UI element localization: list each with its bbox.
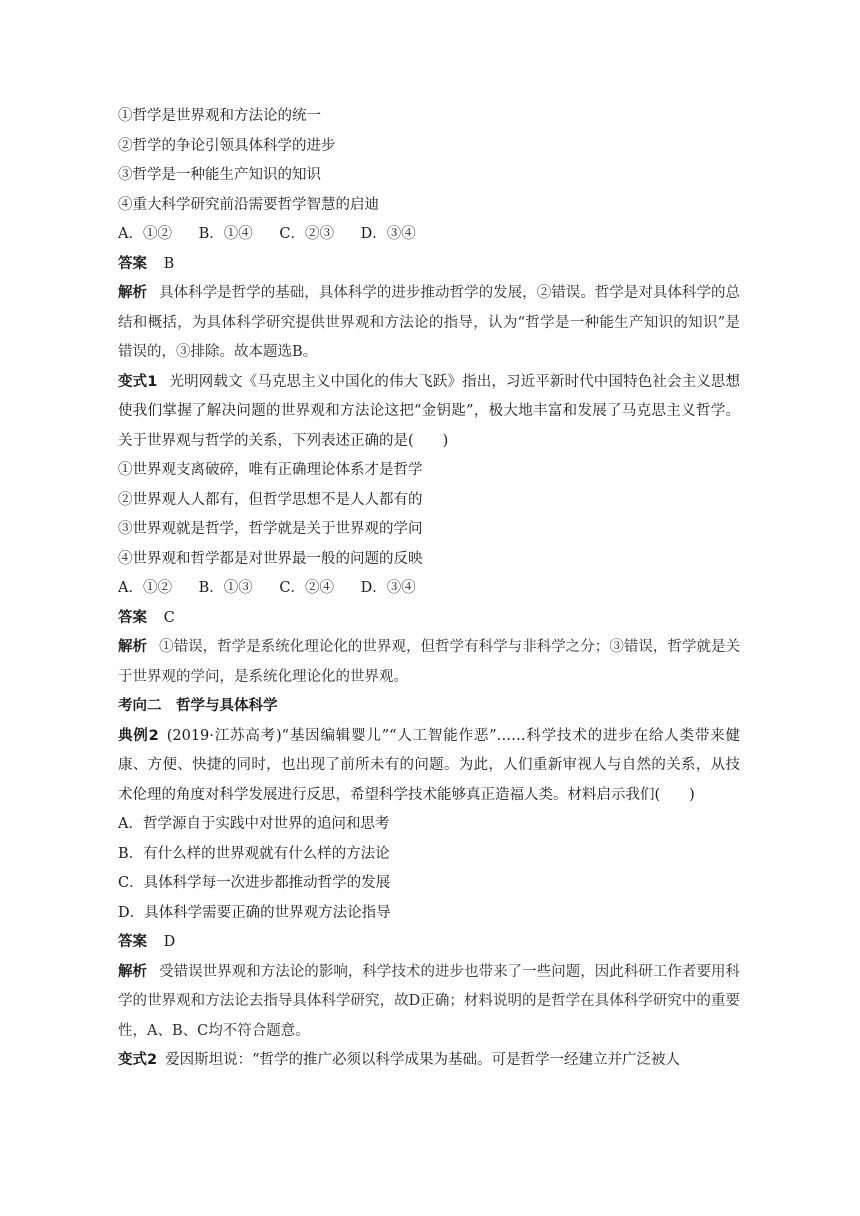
variant-2-text: 爱因斯坦说：“哲学的推广必须以科学成果为基础。可是哲学一经建立并广泛被人 bbox=[165, 1052, 681, 1068]
variant-1-statement-2: ②世界观人人都有，但哲学思想不是人人都有的 bbox=[118, 491, 423, 508]
variant-1-answer-line bbox=[118, 604, 740, 634]
variant-1-label: 变式1 bbox=[118, 373, 158, 390]
example-2-question bbox=[118, 722, 740, 811]
answer-label: 答案 bbox=[118, 609, 147, 626]
variant-1-options bbox=[118, 574, 740, 604]
analysis-text: ①错误，哲学是系统化理论化的世界观，但哲学有科学与非科学之分；③错误，哲学就是关于世界观的学问，是系统化理论化的世界观。 bbox=[118, 639, 741, 685]
variant-1-analysis bbox=[118, 633, 740, 692]
option-d: D．③④ bbox=[360, 580, 416, 596]
statement-1: ①哲学是世界观和方法论的统一 bbox=[118, 108, 321, 124]
variant-2-label: 变式2 bbox=[118, 1052, 158, 1068]
option-a: A．①② bbox=[118, 580, 172, 596]
variant-1-statement-1: ①世界观支离破碎，唯有正确理论体系才是哲学 bbox=[118, 462, 423, 478]
option-d: D．③④ bbox=[360, 226, 416, 242]
statement-4: ④重大科学研究前沿需要哲学智慧的启迪 bbox=[118, 196, 379, 213]
answer-label: 答案 bbox=[118, 934, 147, 950]
answer-options bbox=[118, 220, 740, 250]
analysis-text: 受错误世界观和方法论的影响，科学技术的进步也带来了一些问题，因此科研工作者要用科学的世界观和方法论去指导具体科学研究，故D正确；材料说明的是哲学在具体科学研究中的重要性，A、B、C均不符合题意。 bbox=[118, 963, 741, 1039]
option-c: C．②④ bbox=[279, 580, 334, 596]
variant-1-text: 光明网载文《马克思主义中国化的伟大飞跃》指出，习近平新时代中国特色社会主义思想使我们掌握了解决问题的世界观和方法论这把“金钥匙”，极大地丰富和发展了马克思主义哲学。关于世界观与哲学的关系，下列表述正确的是( ) bbox=[118, 373, 740, 449]
example-2-option-b: B．有什么样的世界观就有什么样的方法论 bbox=[118, 845, 390, 862]
answer-value: D bbox=[163, 934, 176, 950]
analysis-text: 具体科学是哲学的基础，具体科学的进步推动哲学的发展，②错误。哲学是对具体科学的总结和概括，为具体科学研究提供世界观和方法论的指导，认为“哲学是一种能生产知识的知识”是错误的，③排除。故本题选B。 bbox=[118, 285, 741, 360]
analysis-label: 解析 bbox=[118, 639, 148, 655]
example-2-label: 典例2 bbox=[118, 727, 159, 744]
variant-1-statement-3: ③世界观就是哲学，哲学就是关于世界观的学问 bbox=[118, 521, 423, 537]
answer-line bbox=[118, 250, 740, 280]
option-b: B．①④ bbox=[198, 226, 253, 242]
answer-value: B bbox=[163, 255, 175, 272]
variant-2-question bbox=[118, 1046, 740, 1076]
analysis-paragraph bbox=[118, 279, 740, 368]
section-heading: 考向二 哲学与具体科学 bbox=[118, 698, 278, 714]
answer-value: C bbox=[163, 609, 175, 626]
answer-label: 答案 bbox=[118, 255, 147, 272]
variant-1-question bbox=[118, 368, 740, 457]
example-2-text: (2019·江苏高考)“基因编辑婴儿”“人工智能作恶”……科学技术的进步在给人类带来健康、方便、快捷的同时，也出现了前所未有的问题。为此，人们重新审视人与自然的关系，从技术伦理的角度对科学发展进行反思，希望科学技术能够真正造福人类。材料启示我们( ) bbox=[118, 727, 740, 803]
statement-3: ③哲学是一种能生产知识的知识 bbox=[118, 167, 321, 183]
example-2-analysis bbox=[118, 958, 740, 1047]
option-a: A．①② bbox=[118, 226, 172, 242]
analysis-label: 解析 bbox=[118, 285, 148, 301]
option-b: B．①③ bbox=[198, 580, 253, 596]
example-2-answer-line bbox=[118, 928, 740, 958]
variant-1-statement-4: ④世界观和哲学都是对世界最一般的问题的反映 bbox=[118, 550, 423, 567]
statement-2: ②哲学的争论引领具体科学的进步 bbox=[118, 137, 336, 154]
example-2-option-d: D．具体科学需要正确的世界观方法论指导 bbox=[118, 904, 391, 921]
option-c: C．②③ bbox=[279, 226, 334, 242]
example-2-option-a: A．哲学源自于实践中对世界的追问和思考 bbox=[118, 816, 390, 832]
example-2-option-c: C．具体科学每一次进步都推动哲学的发展 bbox=[118, 875, 391, 891]
analysis-label: 解析 bbox=[118, 963, 148, 980]
